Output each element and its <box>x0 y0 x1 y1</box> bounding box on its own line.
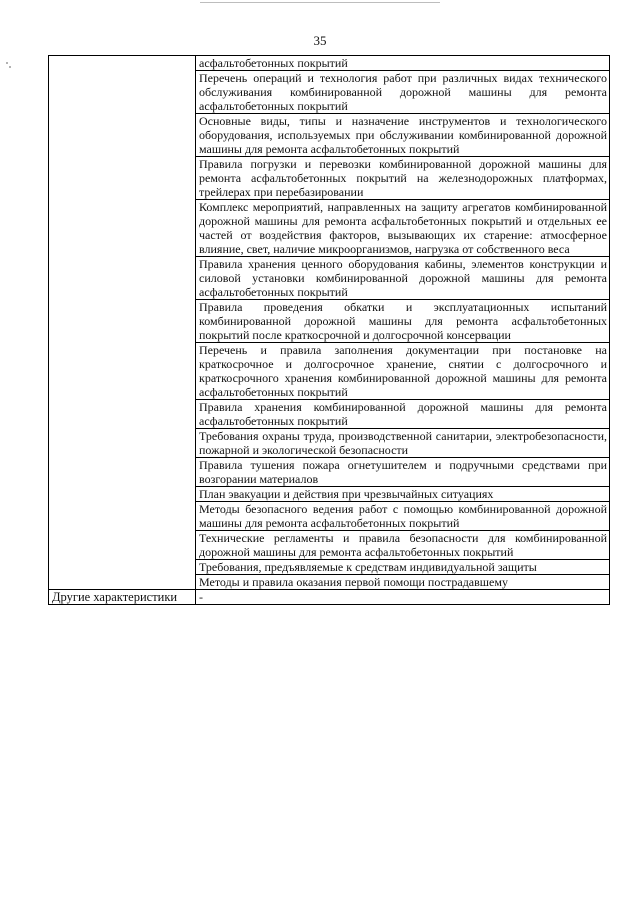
knowledge-item: Требования охраны труда, производственной санитарии, электробезопасности, пожарной и экологической безопасности <box>196 429 610 458</box>
scan-artifact-dot <box>6 62 8 64</box>
knowledge-item: Правила хранения ценного оборудования кабины, элементов конструкции и силовой установки комбинированной дорожной машины для ремонта асфальтобетонных покрытий <box>196 257 610 300</box>
knowledge-item: Правила хранения комбинированной дорожной машины для ремонта асфальтобетонных покрытий <box>196 400 610 429</box>
knowledge-item: Методы и правила оказания первой помощи пострадавшему <box>196 575 610 590</box>
knowledge-item: Перечень операций и технология работ при различных видах технического обслуживания комбинированной дорожной машины для ремонта асфальтобетонных покрытий <box>196 71 610 114</box>
knowledge-label-cell <box>49 56 196 590</box>
knowledge-item: Основные виды, типы и назначение инструментов и технологического оборудования, используемых при обслуживании комбинированной дорожной машины для ремонта асфальтобетонных покрытий <box>196 114 610 157</box>
scan-artifact-line <box>200 2 440 3</box>
table-row <box>49 590 610 605</box>
knowledge-item: План эвакуации и действия при чрезвычайных ситуациях <box>196 487 610 502</box>
knowledge-item: Требования, предъявляемые к средствам индивидуальной защиты <box>196 560 610 575</box>
knowledge-item: Комплекс мероприятий, направленных на защиту агрегатов комбинированной дорожной машины для ремонта асфальтобетонных покрытий и отдельных ее частей от воздействия факторов, вызывающих их старение: атмосферное влияние, свет, наличие микроорганизмов, нагрузка от собственного веса <box>196 200 610 257</box>
scan-artifact-dot <box>9 66 11 68</box>
knowledge-item: Правила проведения обкатки и эксплуатационных испытаний комбинированной дорожной машины для ремонта асфальтобетонных покрытий после краткосрочной и долгосрочной консервации <box>196 300 610 343</box>
table-row <box>49 56 610 71</box>
knowledge-item: асфальтобетонных покрытий <box>196 56 610 71</box>
knowledge-item: Правила тушения пожара огнетушителем и подручными средствами при возгорании материалов <box>196 458 610 487</box>
page-number: 35 <box>313 33 327 48</box>
knowledge-item: Перечень и правила заполнения документации при постановке на краткосрочное и долгосрочное хранение, снятии с долгосрочного и краткосрочного хранения комбинированной дорожной машины для ремонта асфальтобетонных покрытий <box>196 343 610 400</box>
knowledge-item: Правила погрузки и перевозки комбинированной дорожной машины для ремонта асфальтобетонных покрытий на железнодорожных платформах, трейлерах при перебазировании <box>196 157 610 200</box>
other-characteristics-label: Другие характеристики <box>49 590 196 605</box>
requirements-table <box>48 55 610 605</box>
other-characteristics-value: - <box>196 590 610 605</box>
knowledge-item: Технические регламенты и правила безопасности для комбинированной дорожной машины для ремонта асфальтобетонных покрытий <box>196 531 610 560</box>
knowledge-item: Методы безопасного ведения работ с помощью комбинированной дорожной машины для ремонта асфальтобетонных покрытий <box>196 502 610 531</box>
